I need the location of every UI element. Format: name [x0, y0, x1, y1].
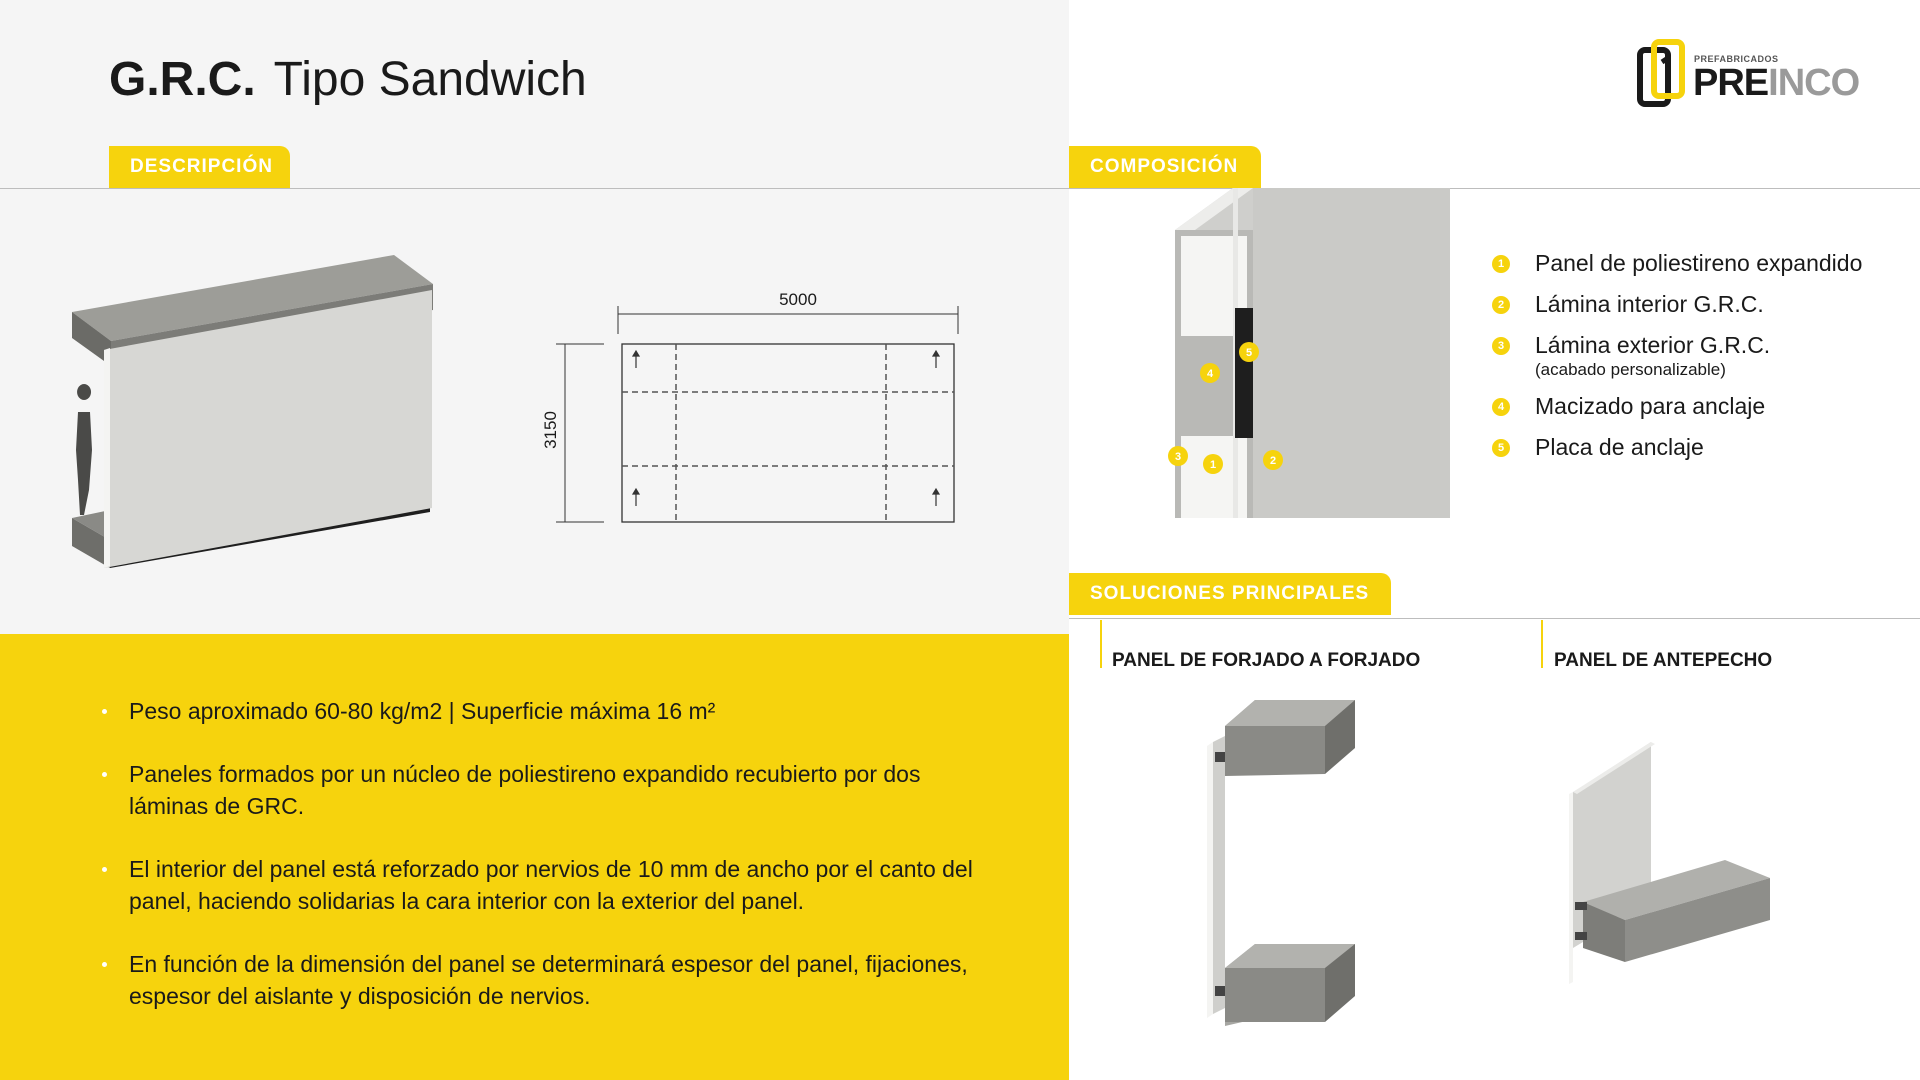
tab-soluciones: SOLUCIONES PRINCIPALES	[1069, 573, 1391, 615]
callout-5: 5	[1245, 347, 1253, 359]
dimension-width: 5000	[779, 290, 817, 309]
number-badge: 2	[1492, 296, 1510, 314]
list-item	[1491, 431, 1911, 463]
callout-3: 3	[1174, 451, 1182, 463]
preinco-logo	[1638, 40, 1860, 110]
forjado-render	[1185, 696, 1385, 1046]
composition-label: Panel de poliestireno expandido	[1535, 250, 1863, 276]
solution-forjado-title: PANEL DE FORJADO A FORJADO	[1112, 650, 1421, 671]
header-divider	[0, 188, 1920, 189]
title-bold: G.R.C.	[109, 53, 256, 106]
list-item	[1491, 329, 1911, 381]
list-item	[1491, 288, 1911, 320]
solution-marker-left	[1100, 620, 1102, 668]
composition-label: Placa de anclaje	[1535, 434, 1704, 460]
composition-render	[1175, 188, 1450, 518]
tab-descripcion: DESCRIPCIÓN	[109, 146, 290, 188]
list-item	[1491, 390, 1911, 422]
number-badge: 1	[1492, 255, 1510, 273]
page-title	[109, 52, 587, 107]
solution-marker-right	[1541, 620, 1543, 668]
composition-list	[1491, 247, 1911, 472]
number-badge: 5	[1492, 439, 1510, 457]
technical-drawing	[540, 290, 960, 530]
antepecho-render	[1565, 742, 1785, 1002]
title-light: Tipo Sandwich	[273, 53, 587, 106]
composition-note: (acabado personalizable)	[1535, 360, 1726, 379]
logo-subtitle: PREFABRICADOS	[1694, 54, 1779, 64]
list-item	[1491, 247, 1911, 279]
features-list	[100, 695, 1000, 1043]
composition-label: Macizado para anclaje	[1535, 393, 1766, 419]
composition-label: Lámina exterior G.R.C.	[1535, 332, 1771, 358]
number-badge: 3	[1492, 337, 1510, 355]
solution-antepecho-title: PANEL DE ANTEPECHO	[1554, 650, 1773, 671]
callout-4: 4	[1206, 368, 1214, 380]
logo-wordmark: PREINCO	[1693, 62, 1860, 104]
composition-label: Lámina interior G.R.C.	[1535, 291, 1764, 317]
list-item: Paneles formados por un núcleo de poliestireno expandido recubierto por dos láminas de GRC.	[100, 758, 1000, 822]
list-item: El interior del panel está reforzado por nervios de 10 mm de ancho por el canto del panel, haciendo solidarias la cara interior con la exterior del panel.	[100, 853, 1000, 917]
logo-mark-icon	[1638, 40, 1698, 110]
dimension-height: 3150	[541, 411, 560, 449]
number-badge: 4	[1492, 398, 1510, 416]
solutions-divider	[1069, 618, 1920, 619]
panel-render	[70, 250, 450, 570]
tab-composicion: COMPOSICIÓN	[1069, 146, 1261, 188]
list-item: Peso aproximado 60-80 kg/m2 | Superficie máxima 16 m²	[100, 695, 1000, 727]
callout-2: 2	[1269, 455, 1277, 467]
list-item: En función de la dimensión del panel se determinará espesor del panel, fijaciones, espesor del aislante y disposición de nervios.	[100, 948, 1000, 1012]
callout-1: 1	[1209, 459, 1217, 471]
